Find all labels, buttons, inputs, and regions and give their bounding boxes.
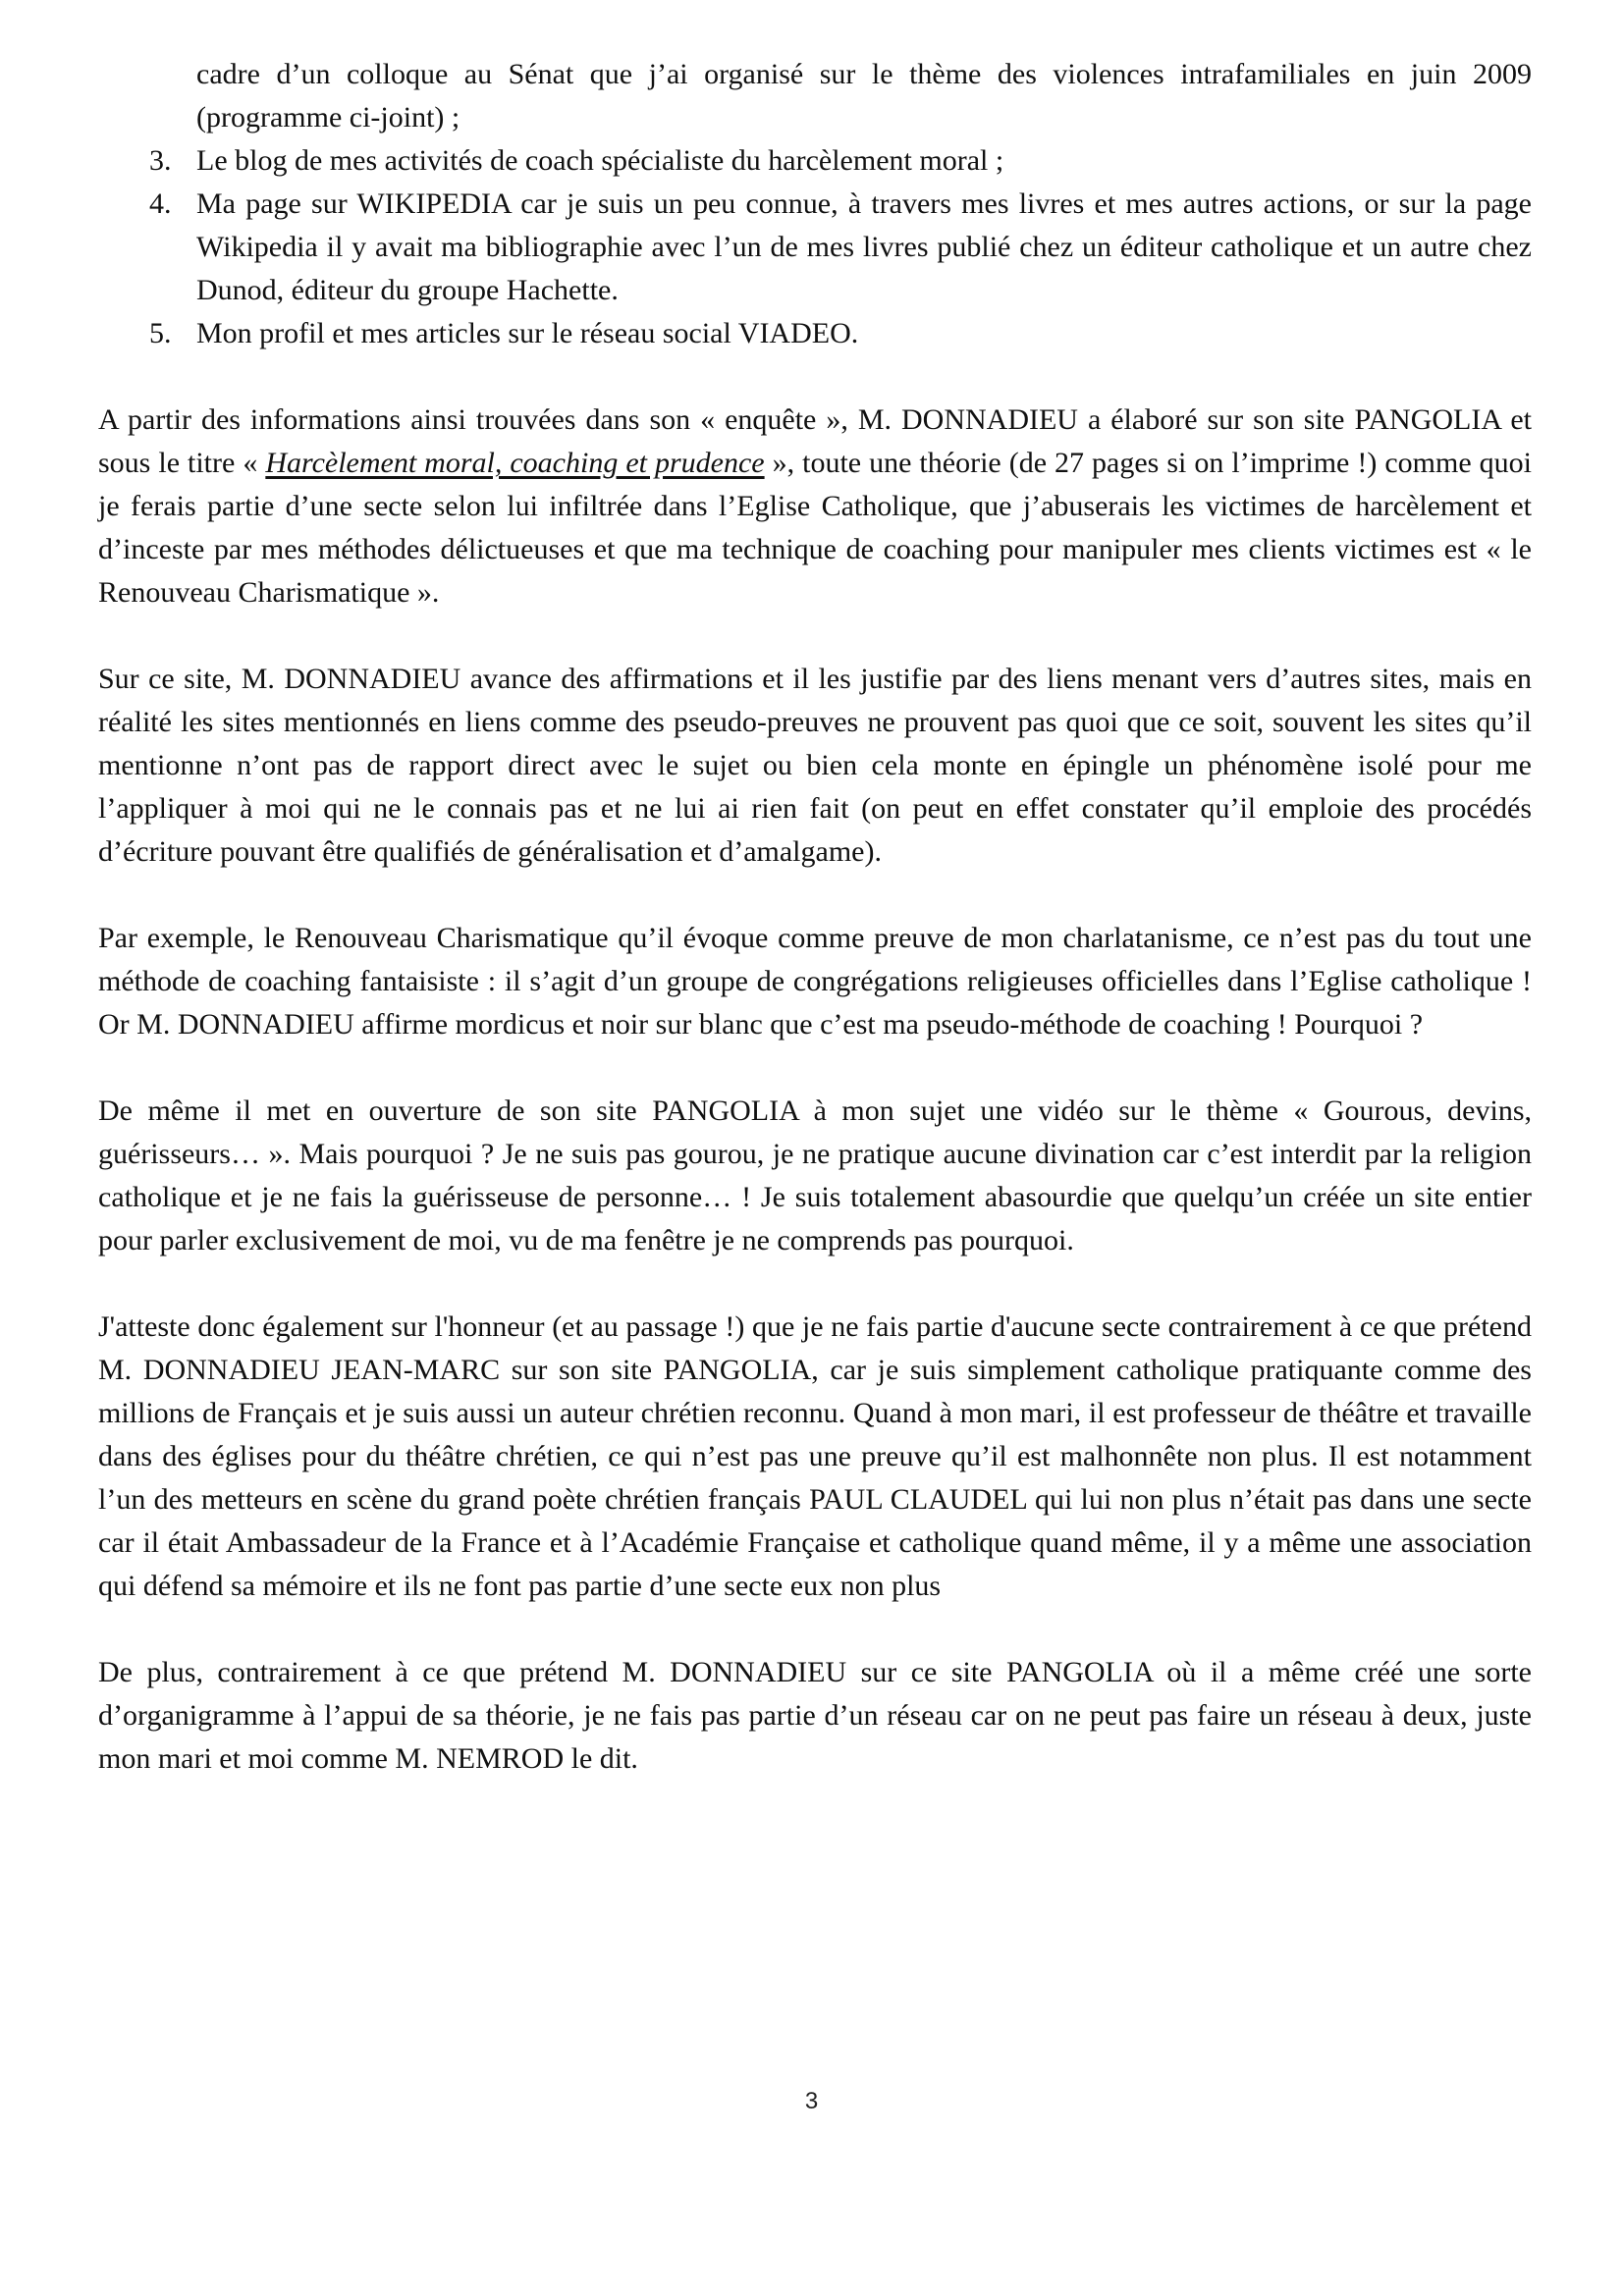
list-item: [98, 139, 1532, 183]
list-item-number: 3.: [149, 144, 172, 177]
list-item: [98, 183, 1532, 312]
paragraph-renouveau: Par exemple, le Renouveau Charismatique qu’il évoque comme preuve de mon charlatanisme, ce n’est pas du tout une méthode de coaching fantaisiste : il s’agit d’un groupe de congrégations religieuses officielles dans l’Eglise catholique ! Or M. DONNADIEU affirme mordicus et noir sur blanc que c’est ma pseudo-méthode de coaching ! Pourquoi ?: [98, 922, 1532, 1041]
article-title-link[interactable]: Harcèlement moral, coaching et prudence: [265, 447, 765, 479]
list-item-continuation: [98, 53, 1532, 139]
paragraph-video: De même il met en ouverture de son site PANGOLIA à mon sujet une vidéo sur le thème « Gourous, devins, guérisseurs… ». Mais pourquoi ? Je ne suis pas gourou, je ne pratique aucune divination car c’est interdit par la religion catholique et je ne fais la guérisseuse de personne… ! Je suis totalement abasourdie que quelqu’un créée un site entier pour parler exclusivement de moi, vu de ma fenêtre je ne comprends pas pourquoi.: [98, 1095, 1532, 1256]
list-item-text: cadre d’un colloque au Sénat que j’ai organisé sur le thème des violences intrafamiliales en juin 2009 (programme ci-joint) ;: [196, 58, 1532, 133]
list-item-text: Mon profil et mes articles sur le réseau social VIADEO.: [196, 317, 859, 349]
paragraph-text: A partir des informations ainsi trouvées dans son « enquête », M. DONNADIEU a élaboré sur son site PANGOLIA et sous le titre «: [98, 403, 1532, 479]
paragraph-reseau: De plus, contrairement à ce que prétend M. DONNADIEU sur ce site PANGOLIA où il a même créé une sorte d’organigramme à l’appui de sa théorie, je ne fais pas partie d’un réseau car on ne peut pas faire un réseau à deux, juste mon mari et moi comme M. NEMROD le dit.: [98, 1656, 1532, 1775]
paragraph-text: », toute une théorie (de 27 pages si on l’imprime !) comme quoi je ferais partie d’une secte selon lui infiltrée dans l’Eglise Catholique, que j’abuserais les victimes de harcèlement et d’inceste par mes méthodes délictueuses et que ma technique de coaching pour manipuler mes clients victimes est « le Renouveau Charismatique ».: [98, 447, 1532, 609]
list-item-text: Le blog de mes activités de coach spécialiste du harcèlement moral ;: [196, 144, 1004, 177]
paragraph-attestation: J'atteste donc également sur l'honneur (et au passage !) que je ne fais partie d'aucune secte contrairement à ce que prétend M. DONNADIEU JEAN-MARC sur son site PANGOLIA, car je suis simplement catholique pratiquante comme des millions de Français et je suis aussi un auteur chrétien reconnu. Quand à mon mari, il est professeur de théâtre et travaille dans des églises pour du théâtre chrétien, ce qui n’est pas une preuve qu’il est malhonnête non plus. Il est notamment l’un des metteurs en scène du grand poète chrétien français PAUL CLAUDEL qui lui non plus n’était pas dans une secte car il était Ambassadeur de la France et à l’Académie Française et catholique quand même, il y a même une association qui défend sa mémoire et ils ne font pas partie d’une secte eux non plus: [98, 1310, 1532, 1602]
paragraph-enquete: [98, 399, 1532, 614]
list-item: [98, 312, 1532, 355]
list-item-number: 5.: [149, 317, 172, 349]
page-number: 3: [804, 2088, 819, 2114]
document-body: [98, 53, 1532, 1781]
list-item-number: 4.: [149, 187, 172, 220]
list-item-text: Ma page sur WIKIPEDIA car je suis un peu connue, à travers mes livres et mes autres actions, or sur la page Wikipedia il y avait ma bibliographie avec l’un de mes livres publié chez un éditeur catholique et un autre chez Dunod, éditeur du groupe Hachette.: [196, 187, 1532, 306]
numbered-list: [98, 53, 1532, 355]
paragraph-liens: Sur ce site, M. DONNADIEU avance des affirmations et il les justifie par des liens menant vers d’autres sites, mais en réalité les sites mentionnés en liens comme des pseudo-preuves ne prouvent pas quoi que ce soit, souvent les sites qu’il mentionne n’ont pas de rapport direct avec le sujet ou bien cela monte en épingle un phénomène isolé pour me l’appliquer à moi qui ne le connais pas et ne lui ai rien fait (on peut en effet constater qu’il emploie des procédés d’écriture pouvant être qualifiés de généralisation et d’amalgame).: [98, 663, 1532, 868]
